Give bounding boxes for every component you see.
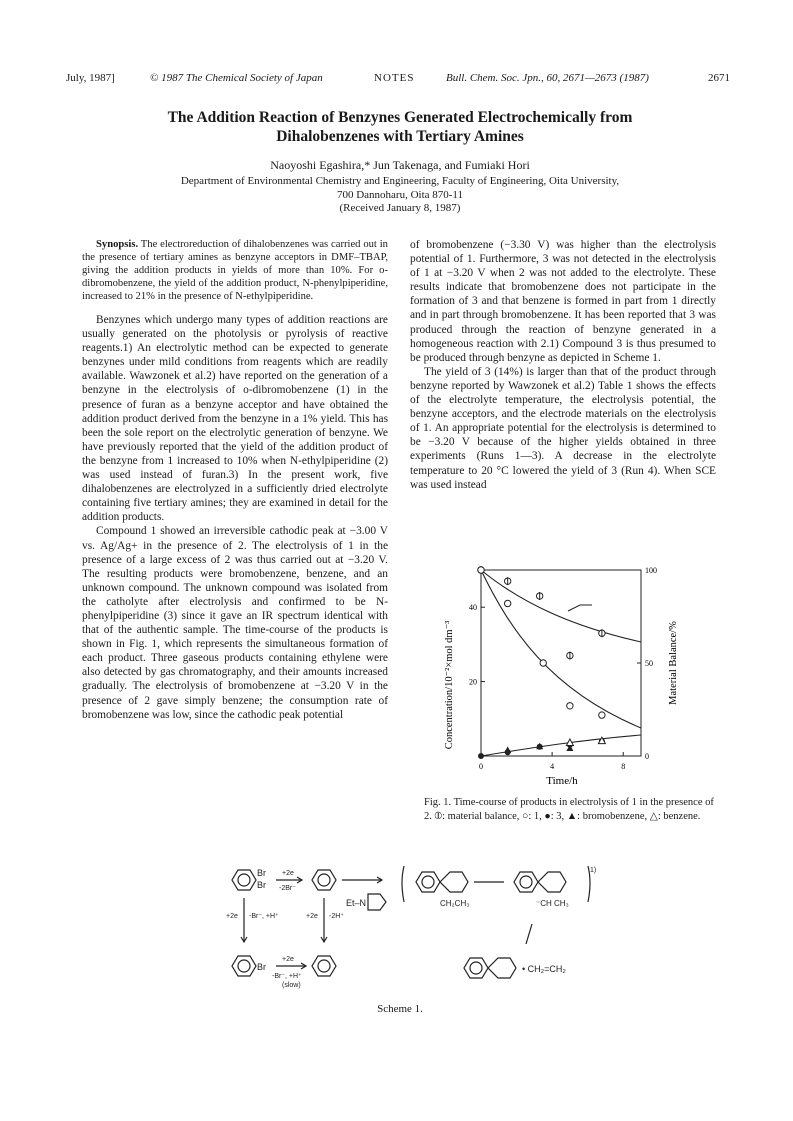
reference-label: 1) [590, 867, 597, 874]
aromatic-circle-icon [520, 876, 532, 888]
piperidine-ring-icon [488, 958, 516, 978]
affiliation-line-1: Department of Environmental Chemistry and Engineering, Faculty of Engineering, Oita University, [180, 175, 620, 187]
arrow-label: +2e [282, 956, 294, 963]
bracket-left-icon [402, 866, 404, 902]
y2-axis-label: Material Balance/% [668, 621, 679, 705]
piperidinium-ring-icon [538, 872, 566, 892]
x-tick-label: 8 [621, 762, 626, 771]
paragraph: Benzynes which undergo many types of addition reactions are usually generated on the photolysis or pyrolysis of reactive reagents.1) An electrolytic method can be expected to generate benzynes under mild conditions from reagents which are readily available. Wawzonek et al.2) have reported on the generation of a benzyne in the electrolysis of o-dibromobenzene (1) in the presence of furan as a benzyne acceptor and have obtained the addition product derived from the benzyne in a 1% yield. This has been the sole report on the electrolytic generation of benzyne. We have previously reported that the yield of the addition product of the benzyne from 1 increased to 10% when N-ethylpiperidine (2) was used instead of furan.3) In the present work, five dihalobenzenes are electrolyzed in a sufficiently dried electrolyte containing five tertiary amines; they are examined in detail for the addition products. [82, 314, 388, 524]
arrow-label: -2Br⁻ [279, 885, 296, 892]
reaction-arrow-icon [526, 924, 532, 944]
y2-axis-ticks [637, 566, 657, 761]
phenyl-ring-icon [416, 872, 440, 892]
figure-1 [430, 560, 690, 795]
y-tick-label: 40 [469, 603, 477, 613]
arrow-label: (slow) [282, 982, 301, 989]
br-label: Br [257, 880, 266, 890]
y-axis-ticks [469, 603, 485, 686]
aromatic-circle-icon [318, 960, 330, 972]
ethyl-label: CH₂CH₃ [440, 899, 470, 908]
compound-1-point [478, 567, 484, 573]
aromatic-circle-icon [470, 962, 482, 974]
compound-1-point [504, 600, 510, 606]
scheme-caption: Scheme 1. [377, 1003, 423, 1015]
piperidinium-ring-icon [440, 872, 468, 892]
x-axis-ticks [479, 752, 625, 771]
compound-1-point [540, 660, 546, 666]
title-line-2: Dihalobenzenes with Tertiary Amines [276, 128, 524, 145]
affiliation-line-2: 700 Dannoharu, Oita 870-11 [336, 188, 464, 201]
compound-1-curve [481, 570, 641, 728]
step-label: -2H⁺ [329, 913, 344, 920]
compound-1-point [567, 703, 573, 709]
paragraph: The yield of 3 (14%) is larger than that of the product through benzyne reported by Wawzonek et al.2) Table 1 shows the effects of the electrolyte temperature, the electrolysis potential, the benzyne acceptors, and the electrode materials on the electrolysis of 1. An appropriate potential for the electrolysis is determined to be −3.20 V because of the higher yields obtained in three experiments (Runs 1—3). A decrease in the electrolyte temperature to 20 °C lowered the yield of 3 (Run 4). When SCE was used instead [410, 365, 716, 491]
y2-tick-label: 50 [645, 659, 653, 668]
benzene-ring-icon [312, 956, 336, 976]
header-citation: Bull. Chem. Soc. Jpn., 60, 2671—2673 (1987) [446, 72, 649, 84]
title-line-1: The Addition Reaction of Benzynes Generated Electrochemically from [167, 109, 633, 126]
header-section: NOTES [374, 72, 415, 84]
left-column [82, 238, 388, 722]
x-tick-label: 0 [479, 762, 483, 771]
step-label: -Br⁻, +H⁺ [249, 913, 279, 920]
y-tick-label: 20 [469, 677, 477, 687]
article-title [60, 108, 740, 146]
compound-1-point [599, 712, 605, 718]
paragraph: Compound 1 showed an irreversible cathodic peak at −3.00 V vs. Ag/Ag+ in the presence of 2. The electrolysis of 1 in the presence of a large excess of 2 was thus carried out at −3.20 V. The resulting products were bromobenzene, benzene, and an unknown compound. The unknown compound was isolated from the catholyte after electrolysis and confirmed to be N-phenylpiperidine (3) since it gave an IR spectrum identical with that of the authentic sample. The time-course of the products is shown in Fig. 1, which represents the simultaneous formation of each product. Three gaseous products containing ethylene were also detected by gas chromatography, and their amounts increased gradually. The electrolysis of bromobenzene at −3.20 V in the presence of 2 gave simply benzene; the consumption rate of bromobenzene was low, since the cathodic peak potential [82, 525, 388, 721]
benzyne-ring-icon [312, 870, 336, 890]
running-header [66, 72, 738, 88]
x-axis-label: Time/h [546, 775, 578, 787]
x-tick-label: 4 [550, 762, 555, 771]
bromobenzene-point [504, 746, 511, 753]
y-axis-label: Concentration/10⁻²×mol dm⁻³ [444, 620, 455, 750]
arrow-label: +2e [282, 870, 294, 877]
authors: Naoyoshi Egashira,* Jun Takenaga, and Fumiaki Hori [270, 158, 530, 172]
figure-caption: Fig. 1. Time-course of products in electrolysis of 1 in the presence of 2. ⦶: material balance, ○: 1, ●: 3, ▲: bromobenzene, △: benzene. [424, 797, 714, 822]
carbanion-label: ⁻CH CH₃ [536, 899, 569, 908]
synopsis [82, 238, 388, 303]
benzene-ring-icon [232, 870, 256, 890]
right-column [410, 238, 716, 492]
synopsis-label: Synopsis. [96, 239, 139, 250]
header-copyright: © 1987 The Chemical Society of Japan [150, 72, 323, 84]
ethylene-label: • CH₂=CH₂ [522, 964, 566, 974]
arrow-label: -Br⁻, +H⁺ [272, 973, 302, 980]
curve-label-bracket [568, 605, 592, 611]
aromatic-circle-icon [238, 874, 250, 886]
y2-tick-label: 0 [645, 752, 649, 761]
br-label: Br [257, 962, 266, 972]
aromatic-circle-icon [422, 876, 434, 888]
plot-frame [481, 570, 641, 756]
time-course-chart [430, 560, 690, 795]
br-label: Br [257, 868, 266, 878]
aromatic-circle-icon [238, 960, 250, 972]
phenyl-ring-icon [514, 872, 538, 892]
et-n-label: Et–N [346, 898, 367, 908]
phenyl-ring-icon [464, 958, 488, 978]
step-label: +2e [226, 913, 238, 920]
compound-3-point [478, 753, 484, 759]
y2-tick-label: 100 [645, 566, 657, 575]
header-page-number: 2671 [708, 72, 730, 84]
synopsis-text: The electroreduction of dihalobenzenes was carried out in the presence of tertiary amines as benzyne acceptors in DMF–TBAP, giving the addition products in yields of more than 10%. For o-dibromobenzene, the yield of the addition product, N-phenylpiperidine, increased to 21% in the presence of N-ethylpiperidine. [82, 239, 388, 302]
aromatic-circle-icon [318, 874, 330, 886]
data-points [478, 566, 606, 759]
bromobenzene-ring-icon [232, 956, 256, 976]
header-date: July, 1987] [66, 72, 115, 84]
piperidine-ring-icon [368, 894, 386, 910]
affiliation [60, 175, 740, 216]
paragraph: of bromobenzene (−3.30 V) was higher than the electrolysis potential of 1. Furthermore, 3 was not detected in the electrolysis of 1 at −3.20 V when 2 was not added to the electrolyte. These results indicate that bromobenzene does not participate in the formation of 3 and that benzene is formed in part from 1 directly and in part through bromobenzene. It has been reported that 3 was produced through the reaction of benzyne generated in a homogeneous reaction with 2.1) Compound 3 is thus presumed to be produced through benzyne as depicted in Scheme 1. [410, 239, 716, 364]
received-date: (Received January 8, 1987) [339, 202, 461, 214]
reaction-scheme [224, 862, 604, 1012]
scheme-1 [224, 862, 604, 1012]
step-label: +2e [306, 913, 318, 920]
